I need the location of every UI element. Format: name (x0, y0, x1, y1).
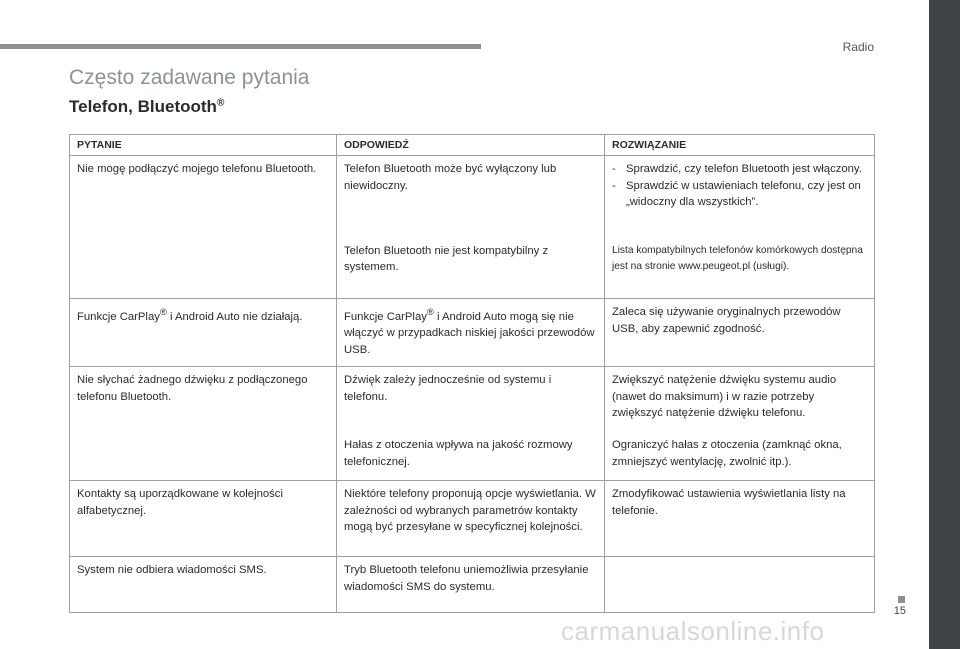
column-header-solution: ROZWIĄZANIE (605, 135, 875, 156)
solution-cell: Ograniczyć hałas z otoczenia (zamknąć okna, zmniejszyć wentylację, zwolnić itp.). (605, 432, 875, 480)
table-row (70, 299, 875, 367)
bullet-dash: - (612, 163, 616, 175)
registered-mark: ® (426, 306, 434, 317)
table-row (70, 481, 875, 557)
page-marker (898, 596, 905, 603)
bullet-dash: - (612, 179, 616, 192)
solution-cell: Zmodyfikować ustawienia wyświetlania listy na telefonie. (605, 481, 875, 557)
question-text: Funkcje CarPlay (77, 310, 160, 323)
section-label: Radio (842, 40, 874, 54)
answer-text: Funkcje CarPlay (344, 310, 427, 323)
question-cell: Nie mogę podłączyć mojego telefonu Bluetooth. (70, 156, 337, 299)
solution-cell: Zwiększyć natężenie dźwięku systemu audio (nawet do maksimum) i w razie potrzeby zwiększyć natężenie dźwięku telefonu. (605, 367, 875, 433)
solution-cell (605, 156, 875, 238)
question-cell: Kontakty są uporządkowane w kolejności alfabetycznej. (70, 481, 337, 557)
solution-bullet (612, 161, 867, 178)
solution-cell: Lista kompatybilnych telefonów komórkowych dostępna jest na stronie www.peugeot.pl (usługi). (605, 238, 875, 299)
subtitle-text: Telefon, Bluetooth (69, 97, 217, 116)
registered-mark: ® (159, 306, 167, 317)
answer-cell: Tryb Bluetooth telefonu uniemożliwia przesyłanie wiadomości SMS do systemu. (337, 557, 605, 613)
answer-cell: Telefon Bluetooth nie jest kompatybilny z systemem. (337, 238, 605, 299)
page-number: 15 (893, 605, 906, 617)
question-text: i Android Auto nie działają. (166, 310, 303, 323)
solution-cell (605, 557, 875, 613)
solution-bullet-text: Sprawdzić w ustawieniach telefonu, czy jest on „widoczny dla wszystkich”. (626, 179, 861, 208)
table-row (70, 156, 875, 238)
answer-cell (337, 299, 605, 367)
question-cell: Nie słychać żadnego dźwięku z podłączonego telefonu Bluetooth. (70, 367, 337, 481)
faq-table (69, 134, 875, 613)
answer-text: i Android Auto mogą się nie włączyć w przypadkach niskiej jakości przewodów USB. (344, 310, 595, 356)
watermark: carmanualsonline.info (561, 616, 825, 646)
question-cell (70, 299, 337, 367)
solution-cell: Zaleca się używanie oryginalnych przewodów USB, aby zapewnić zgodność. (605, 299, 875, 367)
table-header-row (70, 135, 875, 156)
page-title: Często zadawane pytania (69, 66, 310, 89)
section-subtitle (69, 97, 224, 117)
column-header-question: PYTANIE (70, 135, 337, 156)
question-cell: System nie odbiera wiadomości SMS. (70, 557, 337, 613)
table-row (70, 557, 875, 613)
registered-mark: ® (216, 97, 225, 109)
answer-cell: Hałas z otoczenia wpływa na jakość rozmowy telefonicznej. (337, 432, 605, 480)
column-header-answer: ODPOWIEDŹ (337, 135, 605, 156)
answer-cell: Telefon Bluetooth może być wyłączony lub niewidoczny. (337, 156, 605, 238)
table-row (70, 367, 875, 433)
answer-cell: Niektóre telefony proponują opcje wyświetlania. W zależności od wybranych parametrów kontakty mogą być przesyłane w specyficznej kolejności. (337, 481, 605, 557)
top-accent-bar (0, 44, 481, 49)
solution-bullet (612, 178, 867, 211)
solution-bullet-text: Sprawdzić, czy telefon Bluetooth jest włączony. (626, 163, 862, 175)
answer-cell: Dźwięk zależy jednocześnie od systemu i telefonu. (337, 367, 605, 433)
side-strip (929, 0, 960, 649)
